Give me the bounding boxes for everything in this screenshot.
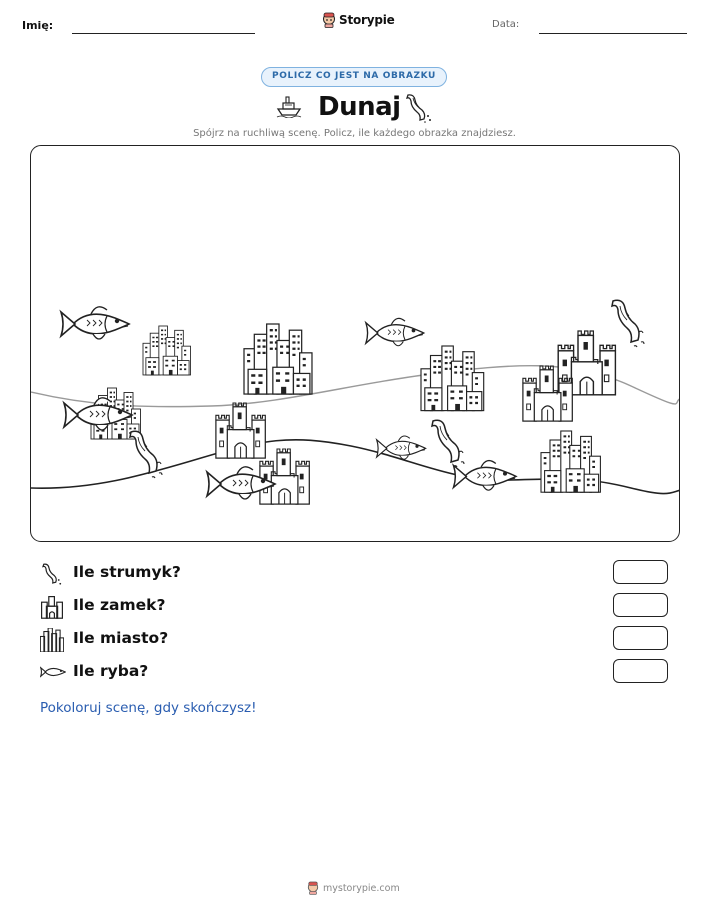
- question-row-castle: [40, 593, 670, 619]
- brand-name: Storypie: [339, 13, 395, 27]
- answer-box-city[interactable]: [613, 626, 668, 650]
- brand-logo: [322, 12, 395, 28]
- page-title: Dunaj: [318, 92, 401, 122]
- footer: [307, 881, 400, 895]
- date-field-line[interactable]: [539, 33, 687, 34]
- stream-icon: [40, 562, 64, 586]
- fish-icon: [40, 661, 66, 683]
- question-text: Ile ryba?: [73, 662, 149, 680]
- storypie-mascot-icon: [307, 881, 319, 895]
- storypie-mascot-icon: [322, 12, 336, 28]
- name-field-line[interactable]: [72, 33, 255, 34]
- castle-icon: [40, 595, 64, 619]
- coloring-note: Pokoloruj scenę, gdy skończysz!: [40, 700, 257, 716]
- answer-box-stream[interactable]: [613, 560, 668, 584]
- question-text: Ile zamek?: [73, 596, 166, 614]
- question-row-city: [40, 626, 670, 652]
- answer-box-castle[interactable]: [613, 593, 668, 617]
- worksheet-type-badge: POLICZ CO JEST NA OBRAZKU: [261, 67, 447, 87]
- name-label: Imię:: [22, 19, 54, 32]
- stream-icon: [404, 92, 434, 124]
- boat-icon: [276, 94, 302, 118]
- title-row: [270, 90, 440, 126]
- question-text: Ile strumyk?: [73, 563, 181, 581]
- question-row-stream: [40, 560, 670, 586]
- footer-url[interactable]: mystorypie.com: [323, 882, 400, 894]
- question-row-fish: [40, 659, 670, 685]
- city-icon: [40, 628, 64, 652]
- instructions: Spójrz na ruchliwą scenę. Policz, ile każdego obrazka znajdziesz.: [193, 128, 516, 139]
- date-label: Data:: [492, 19, 520, 30]
- answer-box-fish[interactable]: [613, 659, 668, 683]
- counting-scene: [30, 145, 680, 542]
- question-text: Ile miasto?: [73, 629, 169, 647]
